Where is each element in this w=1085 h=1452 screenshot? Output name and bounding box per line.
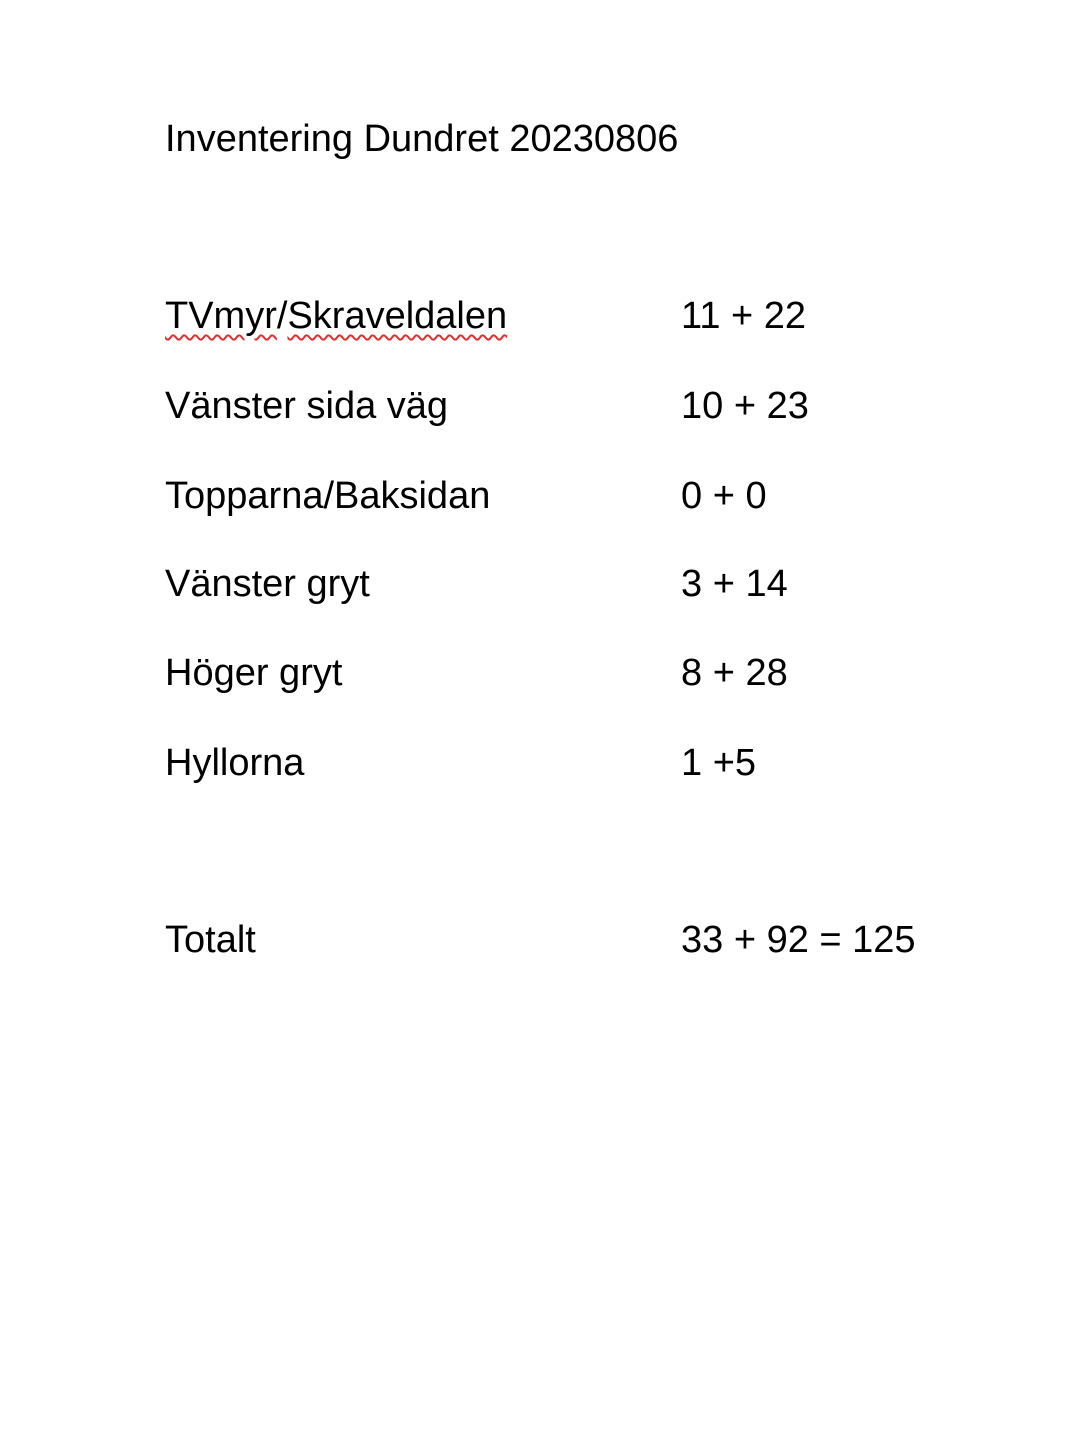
inventory-row — [165, 383, 985, 429]
inventory-row — [165, 293, 985, 339]
row-value: 10 + 23 — [681, 385, 809, 427]
total-value: 33 + 92 = 125 — [681, 919, 916, 961]
misspelled-word[interactable]: Skraveldalen — [287, 295, 508, 337]
misspelled-word[interactable]: TVmyr — [165, 295, 277, 337]
document-title: Inventering Dundret 20230806 — [165, 118, 679, 160]
row-value: 3 + 14 — [681, 563, 788, 605]
row-value: 11 + 22 — [681, 295, 807, 337]
row-label: Hyllorna — [165, 742, 305, 784]
row-value: 1 +5 — [681, 742, 757, 784]
inventory-row — [165, 650, 985, 696]
row-label: Topparna/Baksidan — [165, 475, 491, 517]
row-value: 0 + 0 — [681, 475, 767, 517]
total-label: Totalt — [165, 919, 256, 961]
inventory-row — [165, 740, 985, 786]
inventory-row — [165, 473, 985, 519]
row-label — [165, 293, 507, 339]
row-label: Vänster gryt — [165, 563, 370, 605]
label-separator: / — [276, 295, 288, 337]
row-label: Vänster sida väg — [165, 385, 449, 427]
row-label: Höger gryt — [165, 652, 343, 694]
total-row — [165, 917, 985, 963]
inventory-row — [165, 561, 985, 607]
row-value: 8 + 28 — [681, 652, 788, 694]
